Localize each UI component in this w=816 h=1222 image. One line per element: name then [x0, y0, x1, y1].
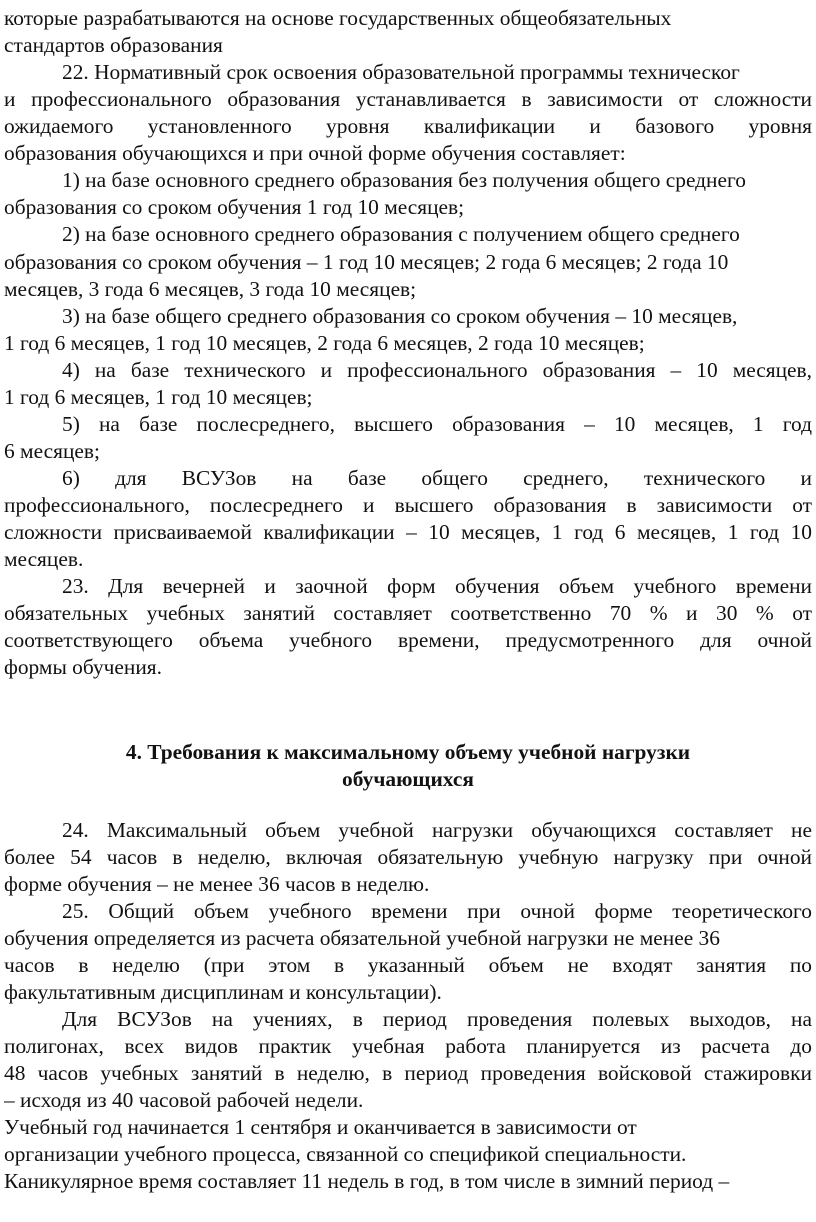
text-line: 23. Для вечерней и заочной форм обучения объем учебного времени [62, 574, 812, 598]
text-line: форме обучения – не менее 36 часов в неделю. [4, 872, 430, 896]
text-line: которые разрабатываются на основе государственных общеобязательных [4, 6, 672, 30]
text-line: обучения определяется из расчета обязательной учебной нагрузки не менее 36 [4, 926, 720, 950]
text-line: 6 месяцев; [4, 439, 100, 463]
text-line: – исходя из 40 часовой рабочей недели. [4, 1088, 364, 1112]
text-line: 48 часов учебных занятий в неделю, в период проведения войсковой стажировки [4, 1061, 812, 1085]
section-heading: обучающихся [342, 767, 474, 791]
text-line: более 54 часов в неделю, включая обязательную учебную нагрузку при очной [4, 845, 812, 869]
text-line: 24. Максимальный объем учебной нагрузки обучающихся составляет не [62, 818, 812, 842]
text-line: сложности присваиваемой квалификации – 10 месяцев, 1 год 6 месяцев, 1 год 10 [4, 520, 812, 544]
text-line: факультативным дисциплинам и консультации). [4, 980, 442, 1004]
section-heading: 4. Требования к максимальному объему учебной нагрузки [125, 740, 691, 764]
text-line: Каникулярное время составляет 11 недель в год, в том числе в зимний период – [4, 1169, 730, 1193]
text-line: 1 год 6 месяцев, 1 год 10 месяцев; [4, 385, 313, 409]
text-line: образования со сроком обучения 1 год 10 месяцев; [4, 195, 465, 219]
text-line: ожидаемого установленного уровня квалификации и базового уровня [4, 114, 812, 138]
text-line: месяцев. [4, 547, 84, 571]
text-line: 25. Общий объем учебного времени при очной форме теоретического [62, 899, 812, 923]
text-line: обязательных учебных занятий составляет соответственно 70 % и 30 % от [4, 601, 812, 625]
text-line: и профессионального образования устанавливается в зависимости от сложности [4, 87, 812, 111]
text-line: профессионального, послесреднего и высшего образования в зависимости от [4, 493, 812, 517]
text-line: полигонах, всех видов практик учебная работа планируется из расчета до [4, 1034, 812, 1058]
text-line: соответствующего объема учебного времени, предусмотренного для очной [4, 628, 812, 652]
text-line: организации учебного процесса, связанной со спецификой специальности. [4, 1142, 687, 1166]
text-line: месяцев, 3 года 6 месяцев, 3 года 10 месяцев; [4, 277, 417, 301]
text-line: образования со сроком обучения – 1 год 10 месяцев; 2 года 6 месяцев; 2 года 10 [4, 250, 729, 274]
text-line: стандартов образования [4, 33, 223, 57]
text-line: 22. Нормативный срок освоения образовательной программы техническог [62, 60, 740, 84]
text-line: 4) на базе технического и профессионального образования – 10 месяцев, [62, 358, 812, 382]
text-line: 6) для ВСУЗов на базе общего среднего, технического и [62, 466, 812, 490]
text-line: 1) на базе основного среднего образования без получения общего среднего [62, 168, 746, 192]
text-line: формы обучения. [4, 655, 162, 679]
text-line: 2) на базе основного среднего образования с получением общего среднего [62, 222, 740, 246]
text-line: Для ВСУЗов на учениях, в период проведения полевых выходов, на [62, 1007, 812, 1031]
text-line: 3) на базе общего среднего образования со сроком обучения – 10 месяцев, [62, 304, 738, 328]
text-line: Учебный год начинается 1 сентября и оканчивается в зависимости от [4, 1115, 637, 1139]
text-line: часов в неделю (при этом в указанный объем не входят занятия по [4, 953, 812, 977]
text-line: 1 год 6 месяцев, 1 год 10 месяцев, 2 года 6 месяцев, 2 года 10 месяцев; [4, 331, 645, 355]
text-line: образования обучающихся и при очной форме обучения составляет: [4, 141, 626, 165]
text-line: 5) на базе послесреднего, высшего образования – 10 месяцев, 1 год [62, 412, 812, 436]
